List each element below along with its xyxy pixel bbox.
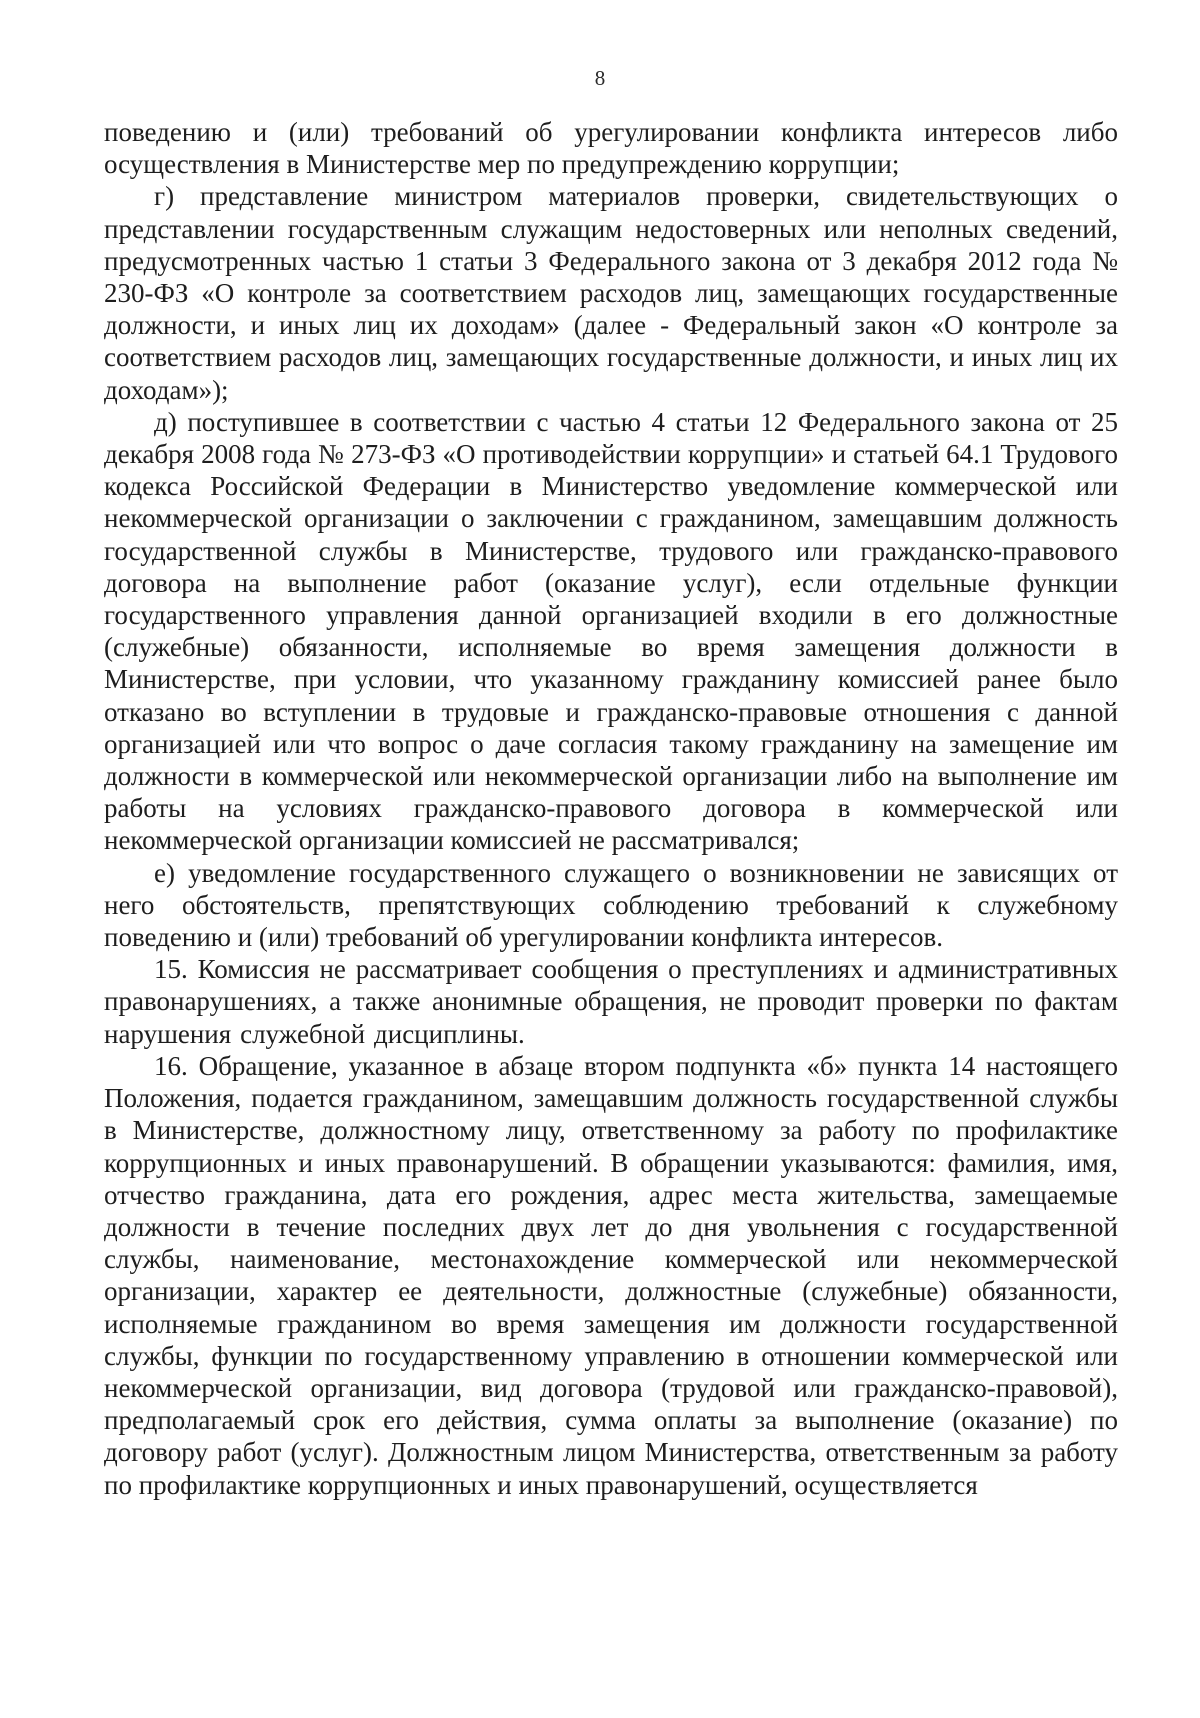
- paragraph-item-g: г) представление министром материалов проверки, свидетельствующих о представлении государственным служащим недостоверных или неполных сведений, предусмотренных частью 1 статьи 3 Федерального закона от 3 декабря 2012 года № 230-ФЗ «О контроле за соответствием расходов лиц, замещающих государственные должности, и иных лиц их доходам» (далее - Федеральный закон «О контроле за соответствием расходов лиц, замещающих государственные должности, и иных лиц их доходам»);: [104, 181, 1118, 405]
- paragraph-item-d: д) поступившее в соответствии с частью 4 статьи 12 Федерального закона от 25 декабря 2008 года № 273-ФЗ «О противодействии коррупции» и статьей 64.1 Трудового кодекса Российской Федерации в Министерство уведомление коммерческой или некоммерческой организации о заключении с гражданином, замещавшим должность государственной службы в Министерстве, трудового или гражданско-правового договора на выполнение работ (оказание услуг), если отдельные функции государственного управления данной организацией входили в его должностные (служебные) обязанности, исполняемые во время замещения должности в Министерстве, при условии, что указанному гражданину комиссией ранее было отказано во вступлении в трудовые и гражданско-правовые отношения с данной организацией или что вопрос о даче согласия такому гражданину на замещение им должности в коммерческой или некоммерческой организации либо на выполнение им работы на условиях гражданско-правового договора в коммерческой или некоммерческой организации комиссией не рассматривался;: [104, 406, 1118, 856]
- paragraph-continuation: поведению и (или) требований об урегулировании конфликта интересов либо осуществления в Министерстве мер по предупреждению коррупции;: [104, 117, 1118, 180]
- paragraph-clause-16: 16. Обращение, указанное в абзаце втором подпункта «б» пункта 14 настоящего Положения, подается гражданином, замещавшим должность государственной службы в Министерстве, должностному лицу, ответственному за работу по профилактике коррупционных и иных правонарушений. В обращении указываются: фамилия, имя, отчество гражданина, дата его рождения, адрес места жительства, замещаемые должности в течение последних двух лет до дня увольнения с государственной службы, наименование, местонахождение коммерческой или некоммерческой организации, характер ее деятельности, должностные (служебные) обязанности, исполняемые гражданином во время замещения им должности государственной службы, функции по государственному управлению в отношении коммерческой или некоммерческой организации, вид договора (трудовой или гражданско-правовой), предполагаемый срок его действия, сумма оплаты за выполнение (оказание) по договору работ (услуг). Должностным лицом Министерства, ответственным за работу по профилактике коррупционных и иных правонарушений, осуществляется: [104, 1050, 1118, 1500]
- paragraph-clause-15: 15. Комиссия не рассматривает сообщения о преступлениях и административных правонарушениях, а также анонимные обращения, не проводит проверки по фактам нарушения служебной дисциплины.: [104, 954, 1118, 1049]
- page-number: 8: [594, 66, 606, 90]
- paragraph-item-e: е) уведомление государственного служащего о возникновении не зависящих от него обстоятельств, препятствующих соблюдению требований к служебному поведению и (или) требований об урегулировании конфликта интересов.: [104, 857, 1118, 953]
- document-body: [104, 116, 1118, 1501]
